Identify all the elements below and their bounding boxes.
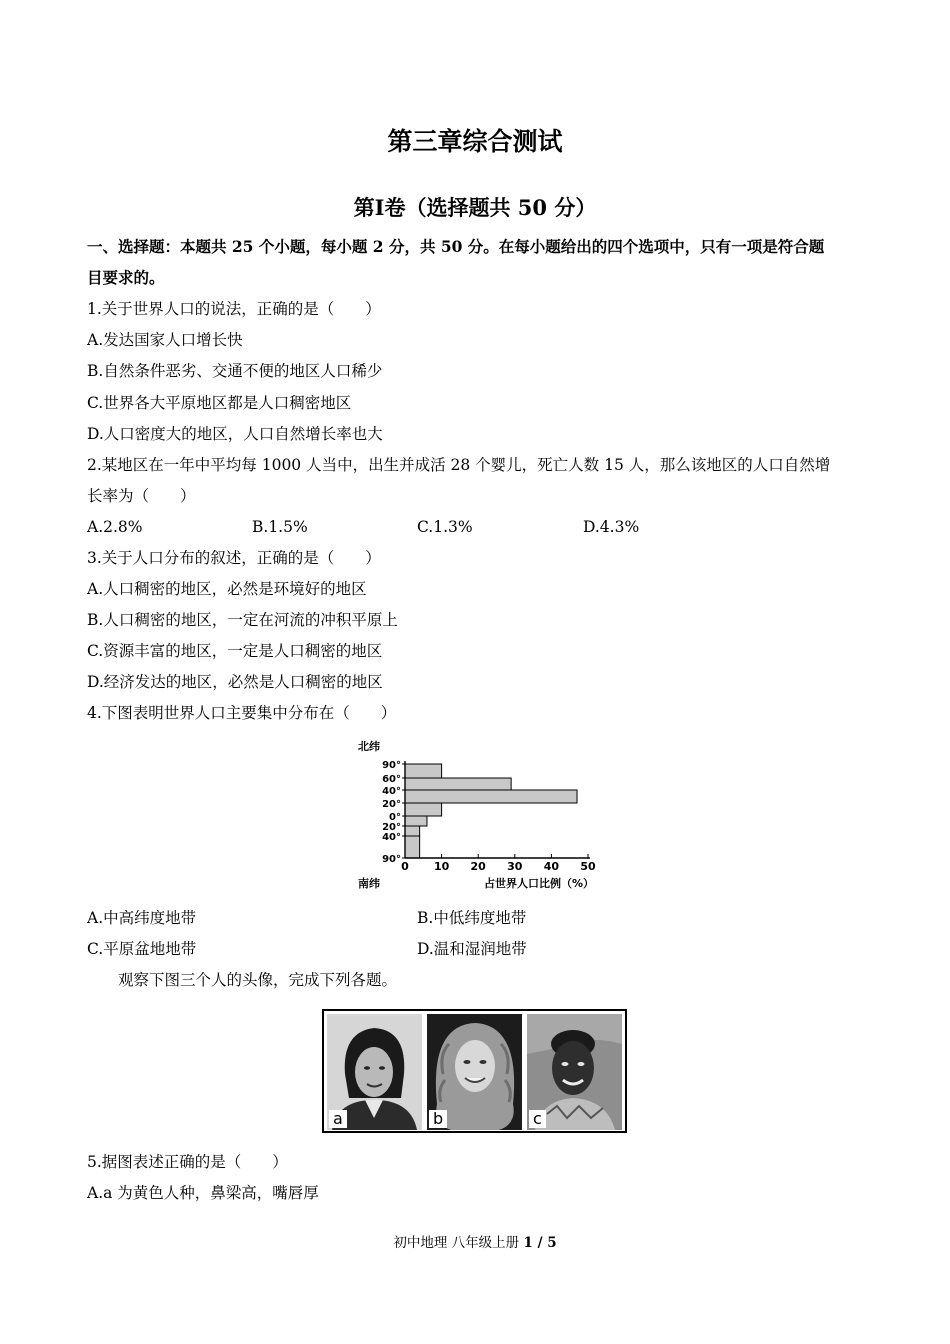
chart-bar [405, 778, 511, 790]
portrait-photo-a [327, 1014, 422, 1130]
page-footer [0, 1231, 950, 1251]
instructions-line-2: 目要求的。 [87, 268, 165, 287]
y-tick-label: 40° [382, 832, 401, 843]
y-tick-label: 40° [382, 786, 401, 797]
chart-bar [405, 816, 427, 826]
page-title: 第三章综合测试 [387, 127, 563, 156]
y-tick-label: 90° [382, 854, 401, 865]
q3-option-a: A.人口稠密的地区，必然是环境好的地区 [87, 580, 367, 598]
q1-option-c: C.世界各大平原地区都是人口稠密地区 [87, 394, 352, 412]
section-subtitle: 第Ⅰ卷（选择题共 50 分） [353, 195, 597, 220]
q3-option-b: B.人口稠密的地区，一定在河流的冲积平原上 [87, 611, 398, 629]
q2-option-c: C.1.3% [417, 518, 473, 536]
q4-stem: 4.下图表明世界人口主要集中分布在（ ） [87, 704, 397, 722]
q4-option-b: B.中低纬度地带 [417, 909, 527, 927]
q1-option-d: D.人口密度大的地区，人口自然增长率也大 [87, 425, 383, 443]
x-tick-label: 40 [543, 860, 560, 873]
x-tick-label: 30 [507, 860, 523, 873]
q2-option-d: D.4.3% [583, 518, 640, 536]
x-axis-title: 占世界人口比例（%） [483, 877, 594, 890]
q1-option-b: B.自然条件恶劣、交通不便的地区人口稀少 [87, 362, 383, 380]
portrait-photo-c [527, 1014, 622, 1130]
y-tick-label: 20° [382, 822, 401, 833]
q5-option-a: A.a 为黄色人种，鼻梁高，嘴唇厚 [87, 1184, 319, 1202]
q5-stem: 5.据图表述正确的是（ ） [87, 1153, 288, 1171]
q4-option-c: C.平原盆地地带 [87, 940, 197, 958]
y-tick-label: 60° [382, 774, 401, 785]
q1-stem: 1.关于世界人口的说法，正确的是（ ） [87, 300, 381, 318]
q1-option-a: A.发达国家人口增长快 [87, 331, 243, 349]
latitude-population-chart [356, 737, 601, 895]
portrait-photo-b [427, 1014, 522, 1130]
q2-stem-line-2: 长率为（ ） [87, 487, 196, 505]
q2-stem-line-1: 2.某地区在一年中平均每 1000 人当中，出生并成活 28 个婴儿，死亡人数 15 人，那么该地区的人口自然增 [87, 456, 831, 474]
q3-stem: 3.关于人口分布的叙述，正确的是（ ） [87, 549, 381, 567]
page-number: 1 / 5 [523, 1235, 557, 1251]
q3-option-d: D.经济发达的地区，必然是人口稠密的地区 [87, 673, 383, 691]
x-tick-label: 10 [433, 860, 450, 873]
x-tick-label: 0 [401, 860, 409, 873]
portrait-photos [322, 1009, 627, 1133]
q4-option-a: A.中高纬度地带 [87, 909, 197, 927]
x-tick-label: 20 [470, 860, 486, 873]
photo-label-b: b [429, 1110, 447, 1128]
y-axis-title-north: 北纬 [358, 740, 380, 753]
q4-option-d: D.温和湿润地带 [417, 940, 527, 958]
chart-bar [405, 790, 577, 803]
chart-bar [405, 764, 442, 778]
photo-intro: 观察下图三个人的头像，完成下列各题。 [118, 971, 398, 989]
q2-option-b: B.1.5% [252, 518, 308, 536]
x-tick-label: 50 [580, 860, 596, 873]
y-tick-label: 0° [389, 812, 401, 823]
chart-bar [405, 803, 442, 816]
chart-bar [405, 836, 420, 858]
photo-label-a: a [329, 1110, 347, 1128]
footer-text: 初中地理 八年级上册 [393, 1235, 524, 1251]
q2-option-a: A.2.8% [87, 518, 143, 536]
q3-option-c: C.资源丰富的地区，一定是人口稠密的地区 [87, 642, 383, 660]
y-tick-label: 20° [382, 799, 401, 810]
y-tick-label: 90° [382, 760, 401, 771]
chart-bar [405, 826, 420, 836]
y-axis-title-south: 南纬 [358, 877, 380, 890]
instructions-line-1: 一、选择题：本题共 25 个小题，每小题 2 分，共 50 分。在每小题给出的四个选项中，只有一项是符合题 [87, 237, 825, 256]
photo-label-c: c [529, 1110, 546, 1128]
